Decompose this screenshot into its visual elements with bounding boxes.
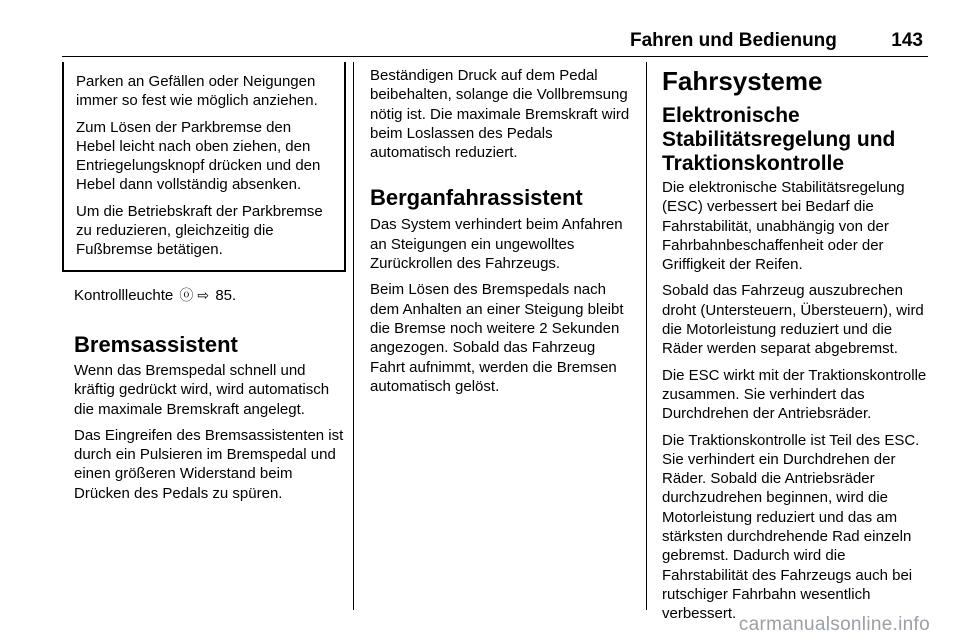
notice-paragraph: Parken an Gefällen oder Neigungen immer so fest wie möglich anziehen. (76, 73, 318, 110)
notice-paragraph: Zum Lösen der Parkbremse den Hebel leicht nach oben ziehen, den Entriegelungsknopf drücken und den Hebel dann vollständig absenken. (76, 118, 321, 194)
column-middle (370, 66, 633, 403)
heading-bremsassistent: Bremsassistent (74, 331, 238, 357)
ref-page[interactable]: 85. (215, 286, 237, 304)
ref-label: Kontrollleuchte (74, 286, 174, 304)
warning-light-icon: ⓞ (179, 286, 194, 303)
body-paragraph: Beständigen Druck auf dem Pedal beibehalten, solange die Vollbremsung nötig ist. Die maximale Bremskraft wird beim Loslassen des Pedals automatisch reduziert. (370, 67, 630, 162)
body-paragraph: Das Eingreifen des Bremsassistenten ist durch ein Pulsieren im Bremspedal und einen größeren Widerstand beim Drücken des Pedals zu spüren. (74, 426, 344, 502)
running-head (630, 30, 923, 55)
header-rule (62, 56, 928, 57)
notice-box (62, 62, 346, 272)
section-title: Fahren und Bedienung (630, 30, 837, 51)
chapter-heading: Fahrsysteme (662, 66, 823, 96)
page-number: 143 (891, 30, 923, 51)
heading-berganfahrassistent: Berganfahrassistent (370, 185, 583, 211)
body-paragraph: Die Traktionskontrolle ist Teil des ESC. Sie verhindert ein Durchdrehen der Räder. Sobald die Antriebsräder durchzudrehen beginnen, wird die Motorleistung reduziert und das am stärksten durchdrehende Rad einzeln gebremst. Dadurch wird die Fahrstabilität des Fahrzeugs auch bei rutschiger Fahrbahn wesentlich verbessert. (662, 431, 920, 623)
column-left (74, 62, 344, 510)
heading-esc: Elektronische Stabilitätsregelung und Traktionskontrolle (662, 104, 896, 175)
watermark: carmanualsonline.info (738, 614, 930, 635)
body-paragraph: Beim Lösen des Bremspedals nach dem Anhalten an einer Steigung bleibt die Bremse noch weitere 2 Sekunden angezogen. Sobald das Fahrzeug Fahrt aufnimmt, werden die Bremsen automatisch gelöst. (370, 281, 624, 395)
body-paragraph: Das System verhindert beim Anfahren an Steigungen ein ungewolltes Zurückrollen des Fahrzeugs. (370, 216, 623, 273)
body-paragraph: Die elektronische Stabilitätsregelung (ESC) verbessert bei Bedarf die Fahrstabilität, unabhängig von der Fahrbahnbeschaffenheit oder der Griffigkeit der Reifen. (662, 179, 905, 274)
column-divider-1 (353, 62, 354, 610)
body-paragraph: Sobald das Fahrzeug auszubrechen droht (Untersteuern, Übersteuern), wird die Motorleistung reduziert und die Räder werden separat abgebremst. (662, 282, 924, 358)
body-paragraph: Wenn das Bremspedal schnell und kräftig gedrückt wird, wird automatisch die maximale Bremskraft angelegt. (74, 361, 330, 418)
column-right (662, 66, 930, 631)
column-divider-2 (646, 62, 647, 610)
notice-paragraph: Um die Betriebskraft der Parkbremse zu reduzieren, gleichzeitig die Fußbremse betätigen. (76, 202, 323, 259)
arrow-right-icon: ⇨ (197, 286, 210, 303)
cross-reference (74, 286, 344, 305)
body-paragraph: Die ESC wirkt mit der Traktionskontrolle zusammen. Sie verhindert das Durchdrehen der Antriebsräder. (662, 366, 927, 423)
